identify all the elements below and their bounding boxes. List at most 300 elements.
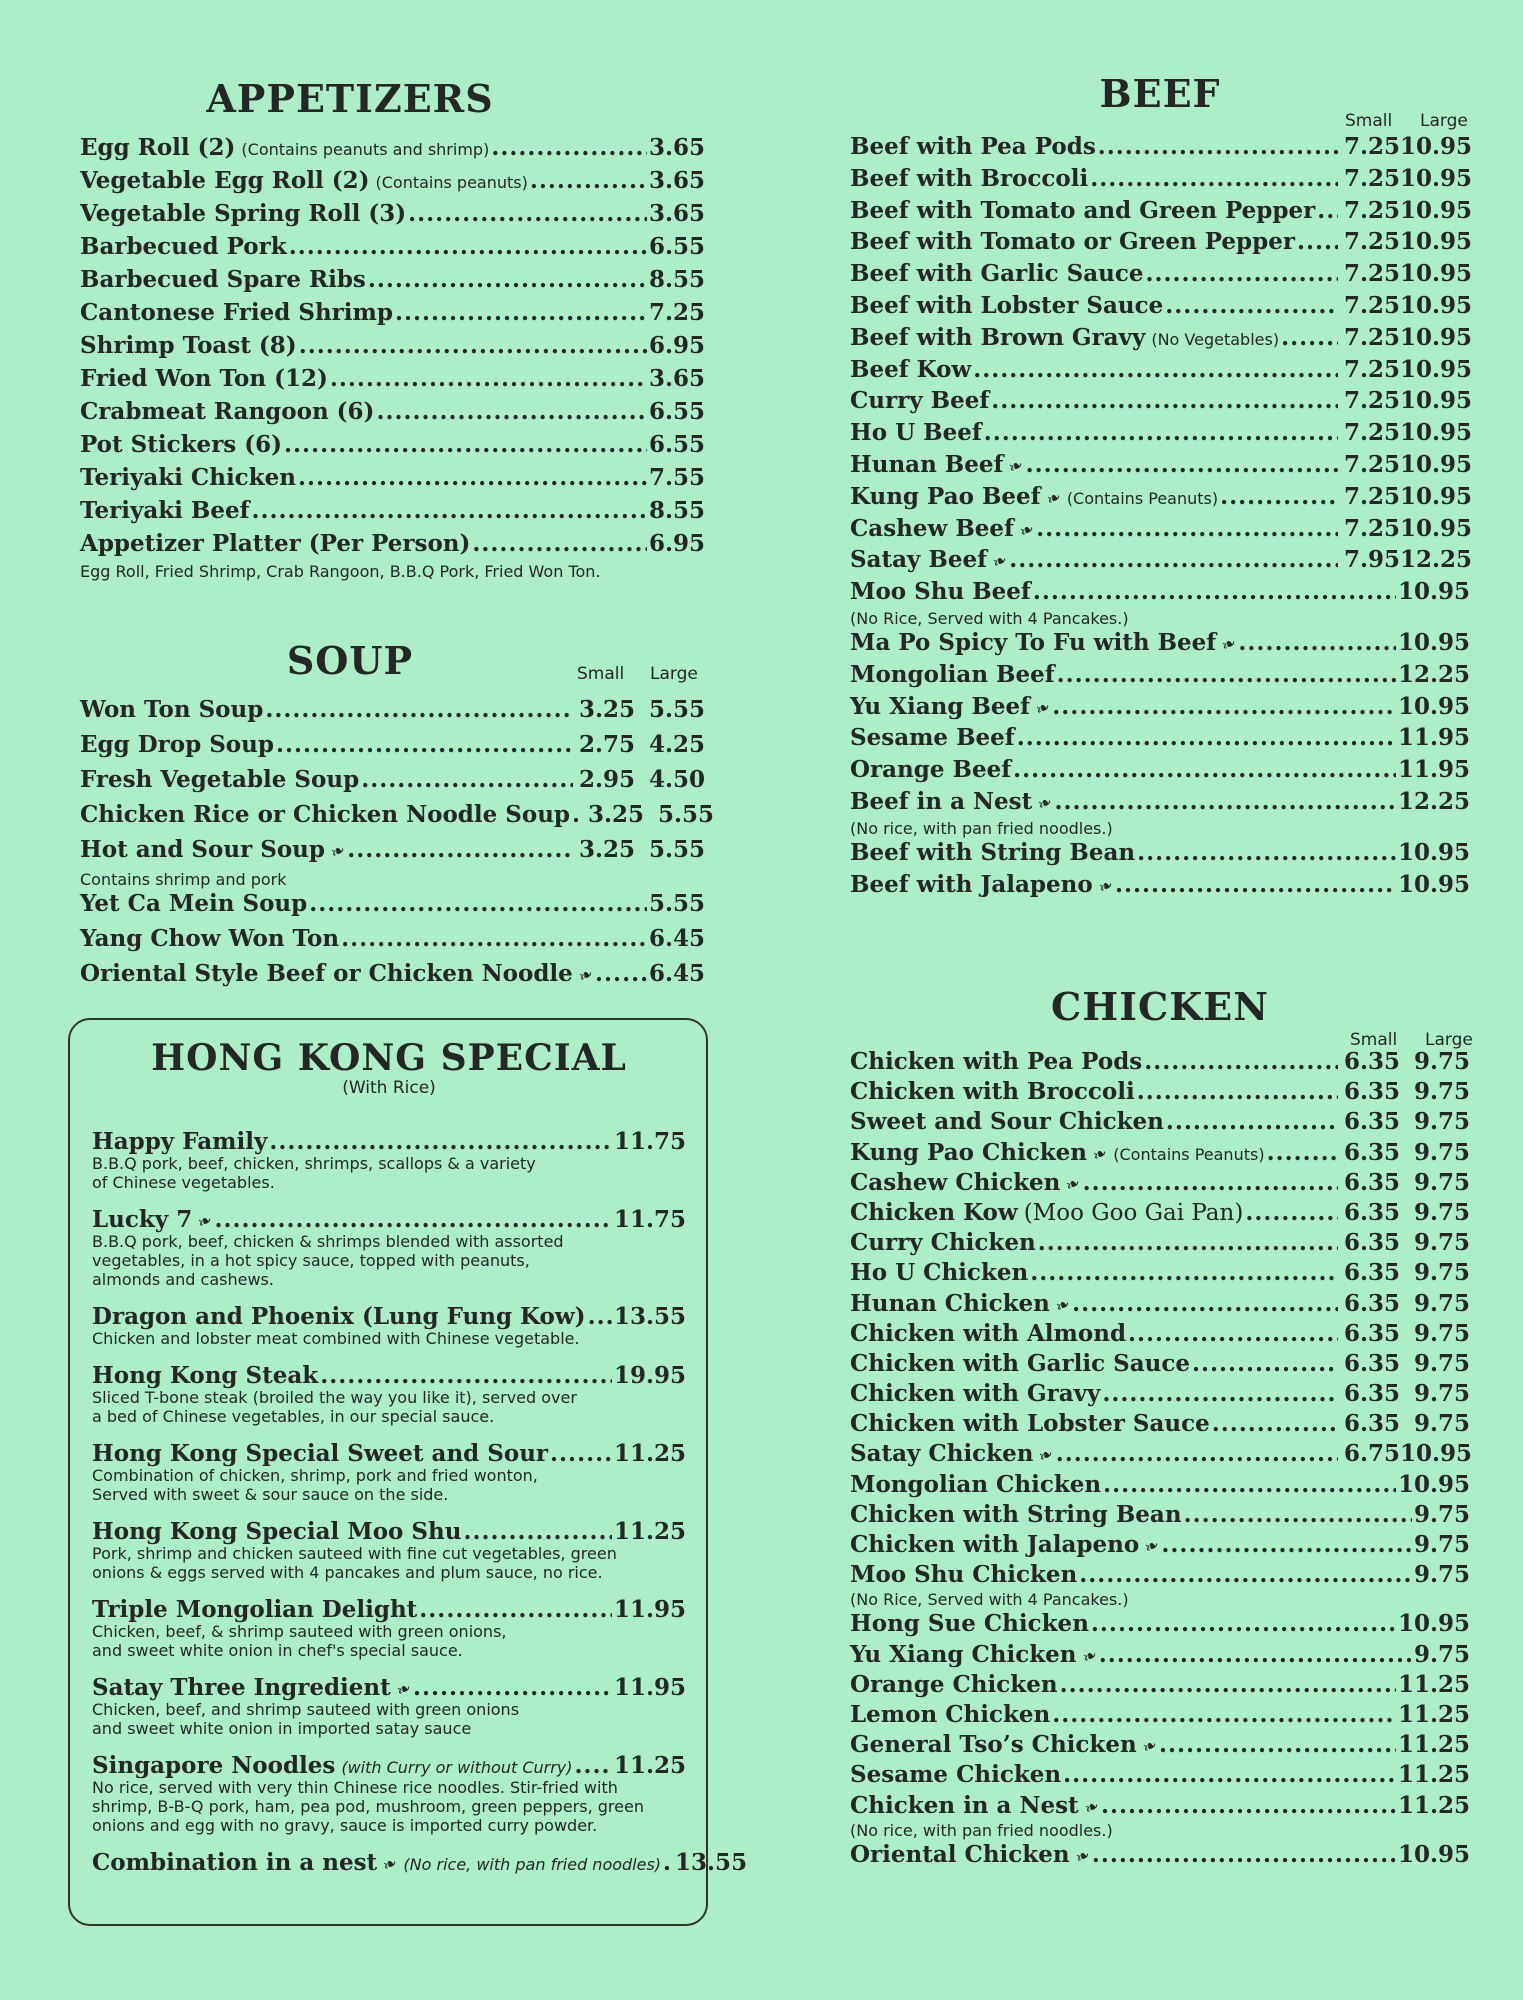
item-name: Dragon and Phoenix (Lung Fung Kow): [92, 1303, 586, 1330]
leader-dots: [265, 696, 573, 723]
pepper-icon: ❧: [393, 1677, 415, 1703]
price-small: 6.35: [1343, 1108, 1400, 1136]
item-name: Yu Xiang Beef: [850, 692, 1031, 720]
soup-row: [80, 731, 705, 766]
price: 11.25: [613, 1440, 686, 1467]
item-name: Hong Kong Special Sweet and Sour: [92, 1440, 549, 1467]
price-large: 4.50: [648, 766, 705, 793]
item-name: Lemon Chicken: [850, 1700, 1051, 1728]
soup-title: SOUP: [286, 638, 414, 683]
leader-dots: [1267, 1139, 1338, 1166]
item-name: Ho U Chicken: [850, 1259, 1029, 1287]
item-name: Appetizer Platter (Per Person): [80, 530, 471, 557]
price-large: 10.95: [1400, 133, 1473, 160]
leader-dots: [1102, 1380, 1338, 1407]
chicken-title: CHICKEN: [1051, 984, 1269, 1029]
item-note: (Contains Peanuts): [1066, 488, 1219, 508]
price: 10.95: [1397, 1470, 1470, 1498]
item-name: Mongolian Chicken: [850, 1470, 1102, 1498]
beef-row: [850, 133, 1473, 165]
leader-dots: [1137, 1078, 1338, 1105]
price-small: 7.25: [1343, 450, 1400, 478]
chicken-row: [850, 1531, 1470, 1561]
item-name: Chicken with Garlic Sauce: [850, 1349, 1190, 1377]
price: 10.95: [1397, 628, 1470, 656]
leader-dots: [289, 233, 647, 260]
price-small: 3.25: [578, 696, 635, 723]
item-name: Beef with Tomato and Green Pepper: [850, 196, 1316, 224]
price-small: 6.75: [1343, 1440, 1400, 1468]
leader-dots: [298, 464, 647, 491]
price-small: 6.35: [1343, 1078, 1400, 1106]
price-large: 5.55: [658, 801, 715, 828]
leader-dots: [284, 431, 647, 458]
item-description: (No rice, with pan fried noodles.): [850, 818, 1113, 838]
leader-dots: [419, 1596, 612, 1623]
price-small: 6.35: [1343, 1380, 1400, 1408]
item-description-line: a bed of Chinese vegetables, in our special sauce.: [92, 1407, 495, 1426]
leader-dots: [472, 530, 647, 557]
item-description-line: B.B.Q pork, beef, chicken, shrimps, scallops & a variety: [92, 1154, 536, 1173]
item-note: (No rice, with pan fried noodles): [403, 1855, 662, 1874]
item-description-line: Served with sweet & sour sauce on the side.: [92, 1485, 449, 1504]
leader-dots: [1165, 292, 1338, 319]
beef-row: [850, 839, 1470, 871]
chicken-row: [850, 1440, 1473, 1470]
leader-dots: [1060, 1671, 1396, 1698]
beef-row: [850, 693, 1470, 725]
leader-dots: [413, 1674, 612, 1701]
soup-list: [80, 696, 715, 995]
leader-dots: [1212, 1410, 1338, 1437]
pepper-icon: ❧: [379, 1852, 401, 1878]
item-description-line: onions and egg with no gravy, sauce is imported curry powder.: [92, 1816, 598, 1835]
item-description-line: of Chinese vegetables.: [92, 1173, 275, 1192]
price-large: 9.75: [1413, 1168, 1470, 1196]
item-name: Chicken with Pea Pods: [850, 1048, 1143, 1075]
leader-dots: [1090, 165, 1338, 192]
beef-row: [850, 260, 1473, 292]
beef-row: [850, 482, 1473, 515]
leader-dots: [1281, 324, 1338, 351]
price-large: 9.75: [1413, 1259, 1470, 1287]
platter-description: Egg Roll, Fried Shrimp, Crab Rangoon, B.B.Q Pork, Fried Won Ton.: [80, 562, 601, 581]
appetizer-row: [80, 167, 705, 200]
leader-dots: [1072, 1290, 1338, 1317]
leader-dots: [408, 200, 647, 227]
price: 9.75: [1413, 1561, 1470, 1589]
leader-dots: [1103, 1471, 1396, 1498]
item-name: Hong Kong Steak: [92, 1362, 319, 1389]
item-name: Moo Shu Chicken: [850, 1561, 1078, 1589]
leader-dots: [991, 387, 1338, 414]
price: 7.25: [648, 299, 705, 326]
price-small: 7.25: [1343, 482, 1400, 510]
price-small: 2.95: [578, 766, 635, 793]
hk-special-row: [92, 1674, 686, 1701]
hk-special-item: [92, 1596, 686, 1661]
hk-special-item: [92, 1206, 686, 1290]
item-name: Shrimp Toast (8): [80, 332, 297, 359]
item-name: Beef with Lobster Sauce: [850, 291, 1164, 319]
item-name: Fried Won Ton (12): [80, 365, 328, 392]
price-large: 10.95: [1400, 291, 1473, 319]
hk-special-item: [92, 1128, 686, 1193]
beef-large-label: Large: [1420, 111, 1468, 131]
price-small: 6.35: [1343, 1048, 1400, 1075]
price-small: 6.35: [1343, 1410, 1400, 1438]
pepper-icon: ❧: [1005, 454, 1028, 480]
hong-kong-special-box: [68, 1018, 748, 1926]
price: 6.55: [648, 233, 705, 260]
price-small: 7.25: [1343, 133, 1400, 160]
price-small: 6.35: [1343, 1229, 1400, 1257]
hk-special-row: [92, 1849, 748, 1878]
hk-special-item: [92, 1849, 748, 1878]
item-name: Orange Chicken: [850, 1670, 1058, 1698]
item-name: Won Ton Soup: [80, 696, 264, 723]
item-name: Hunan Chicken: [850, 1289, 1050, 1317]
soup-row: [80, 890, 705, 925]
leader-dots: [1054, 788, 1396, 815]
item-name: Teriyaki Chicken: [80, 464, 296, 491]
pepper-icon: ❧: [1078, 1644, 1101, 1669]
price-small: 7.95: [1343, 546, 1400, 574]
leader-dots: [1079, 1561, 1412, 1588]
appetizer-row: [80, 431, 705, 464]
item-name: Triple Mongolian Delight: [92, 1596, 418, 1623]
leader-dots: [299, 332, 647, 359]
leader-dots: [1092, 1841, 1396, 1868]
price-small: 7.25: [1343, 323, 1400, 351]
leader-dots: [1052, 693, 1396, 720]
chicken-row: [850, 1841, 1470, 1871]
price: 6.55: [648, 398, 705, 425]
price: 11.25: [613, 1518, 686, 1545]
price-large: 9.75: [1413, 1289, 1470, 1317]
appetizer-row: [80, 332, 705, 365]
item-name: Beef with Pea Pods: [850, 133, 1096, 160]
leader-dots: [550, 1440, 612, 1467]
price: 9.75: [1413, 1531, 1470, 1558]
price: 8.55: [648, 497, 705, 524]
pepper-icon: ❧: [1141, 1534, 1163, 1560]
item-name: Orange Beef: [850, 756, 1012, 784]
item-description: (No Rice, Served with 4 Pancakes.): [850, 608, 1129, 628]
leader-dots: [1038, 1229, 1338, 1256]
appetizers-title: APPETIZERS: [206, 76, 494, 121]
leader-dots: [491, 134, 647, 161]
leader-dots: [1128, 1320, 1338, 1347]
item-name: Kung Pao Chicken: [850, 1138, 1088, 1166]
price: 7.55: [648, 464, 705, 491]
price: 11.95: [613, 1596, 686, 1623]
leader-dots: [1220, 483, 1338, 510]
chicken-list: [850, 1048, 1473, 1871]
item-name: Hunan Beef: [850, 450, 1004, 478]
item-name: Cantonese Fried Shrimp: [80, 299, 393, 326]
chicken-row: [850, 1792, 1470, 1822]
price-small: 2.75: [578, 731, 635, 758]
price-small: 7.25: [1343, 291, 1400, 319]
item-name: Happy Family: [92, 1128, 268, 1155]
pepper-icon: ❧: [1052, 1293, 1074, 1318]
price-small: 6.35: [1343, 1168, 1400, 1196]
item-note: (with Curry or without Curry): [341, 1758, 573, 1777]
price-small: 6.35: [1343, 1198, 1400, 1226]
chicken-row: [850, 1229, 1470, 1259]
price-large: 9.75: [1413, 1198, 1470, 1226]
chicken-row: [850, 1108, 1470, 1138]
leader-dots: [376, 398, 647, 425]
leader-dots: [1166, 1108, 1338, 1135]
price: 5.55: [648, 890, 705, 917]
item-description-line: Chicken, beef, & shrimp sauteed with green onions,: [92, 1622, 507, 1641]
price-large: 9.75: [1413, 1138, 1470, 1166]
leader-dots: [330, 365, 647, 392]
chicken-row: [850, 1139, 1470, 1169]
chicken-row: [850, 1471, 1470, 1501]
price-small: 6.35: [1343, 1319, 1400, 1347]
leader-dots: [1146, 260, 1338, 287]
item-description-line: and sweet white onion in imported satay sauce: [92, 1719, 472, 1738]
price: 10.95: [1397, 1840, 1470, 1868]
leader-dots: [1137, 839, 1396, 866]
item-note: (Contains peanuts and shrimp): [241, 140, 490, 159]
leader-dots: [1115, 871, 1396, 898]
item-description: (No rice, with pan fried noodles.): [850, 1820, 1113, 1840]
price-large: 10.95: [1400, 355, 1473, 383]
item-description-line: and sweet white onion in chef's special sauce.: [92, 1641, 463, 1660]
leader-dots: [1184, 1501, 1412, 1528]
leader-dots: [1317, 197, 1338, 224]
beef-row: [850, 355, 1473, 388]
price: 10.95: [1397, 1610, 1470, 1638]
item-name: Moo Shu Beef: [850, 578, 1031, 606]
hk-special-item: [92, 1440, 686, 1505]
price: 3.65: [648, 134, 705, 161]
item-note: (No Vegetables): [1151, 329, 1280, 349]
price-large: 9.75: [1413, 1108, 1470, 1136]
chicken-row: [850, 1048, 1470, 1078]
item-note: (Contains peanuts): [375, 173, 528, 192]
chicken-large-label: Large: [1425, 1030, 1473, 1050]
price-small: 6.35: [1343, 1138, 1400, 1166]
leader-dots: [1245, 1199, 1338, 1226]
price-large: 12.25: [1400, 546, 1473, 574]
price: 11.25: [1397, 1791, 1470, 1819]
leader-dots: [1091, 1610, 1396, 1637]
item-name: Chicken with Jalapeno: [850, 1531, 1140, 1558]
price: 6.95: [648, 332, 705, 359]
pepper-icon: ❧: [1072, 1844, 1094, 1869]
chicken-row: [850, 1561, 1470, 1591]
appetizer-row: [80, 266, 705, 299]
item-name: Chicken Rice or Chicken Noodle Soup: [80, 801, 571, 828]
price: 11.95: [613, 1674, 686, 1701]
price-small: 7.25: [1343, 514, 1400, 542]
item-name: Cashew Beef: [850, 514, 1014, 542]
leader-dots: [361, 766, 573, 793]
chicken-row: [850, 1259, 1470, 1289]
chicken-row: [850, 1610, 1470, 1640]
appetizer-row: [80, 233, 705, 266]
appetizers-list: [80, 134, 705, 563]
price-small: 7.25: [1343, 228, 1400, 256]
leader-dots: [588, 1303, 612, 1330]
item-name: Beef with Garlic Sauce: [850, 260, 1144, 288]
item-name: Barbecued Spare Ribs: [80, 266, 366, 293]
price: 6.55: [648, 431, 705, 458]
hk-special-item: [92, 1752, 686, 1836]
beef-row: [850, 323, 1473, 356]
appetizer-row: [80, 299, 705, 332]
item-description-line: vegetables, in a hot spicy sauce, topped with peanuts,: [92, 1251, 530, 1270]
beef-row: [850, 661, 1470, 693]
beef-row: [850, 450, 1473, 483]
item-note: (Contains Peanuts): [1113, 1144, 1265, 1164]
price: 11.75: [613, 1206, 686, 1233]
leader-dots: [1099, 1641, 1412, 1668]
appetizer-row: [80, 200, 705, 233]
pepper-icon: ❧: [1139, 1735, 1161, 1760]
item-name: Cashew Chicken: [850, 1168, 1061, 1196]
beef-row: [850, 756, 1470, 788]
leader-dots: [595, 960, 647, 987]
item-description-line: B.B.Q pork, beef, chicken & shrimps blended with assorted: [92, 1232, 564, 1251]
hk-special-row: [92, 1752, 686, 1779]
item-name: Yet Ca Mein Soup: [80, 890, 308, 917]
appetizer-row: [80, 365, 705, 398]
price: 3.65: [648, 200, 705, 227]
item-name: Barbecued Pork: [80, 233, 287, 260]
hk-special-row: [92, 1362, 686, 1389]
price-small: 6.35: [1343, 1349, 1400, 1377]
leader-dots: [1144, 1048, 1338, 1075]
price-small: 7.25: [1343, 387, 1400, 415]
price: 12.25: [1397, 787, 1470, 815]
soup-row: [80, 960, 705, 995]
item-description-line: Pork, shrimp and chicken sauteed with fine cut vegetables, green: [92, 1544, 617, 1563]
soup-row: [80, 836, 705, 871]
hk-special-item: [92, 1518, 686, 1583]
price: 3.65: [648, 365, 705, 392]
price: 11.25: [1397, 1731, 1470, 1759]
price: 3.65: [648, 167, 705, 194]
hk-special-row: [92, 1206, 686, 1233]
pepper-icon: ❧: [194, 1209, 217, 1235]
leader-dots: [1033, 578, 1396, 605]
price-large: 10.95: [1400, 450, 1473, 478]
price: 13.55: [613, 1303, 686, 1330]
leader-dots: [1238, 629, 1396, 656]
pepper-icon: ❧: [1016, 518, 1038, 543]
chicken-row: [850, 1380, 1470, 1410]
item-name: Oriental Chicken: [850, 1840, 1070, 1868]
chicken-row: [850, 1641, 1470, 1671]
price-large: 10.95: [1400, 164, 1473, 192]
pepper-icon: ❧: [1095, 874, 1117, 899]
price: 10.95: [1397, 692, 1470, 720]
leader-dots: [1057, 661, 1396, 688]
chicken-row: [850, 1169, 1470, 1199]
beef-section: [850, 71, 1473, 902]
pepper-icon: ❧: [1062, 1172, 1085, 1197]
item-name: Vegetable Spring Roll (3): [80, 200, 407, 227]
price: 12.25: [1397, 660, 1470, 688]
hk-special-row: [92, 1518, 686, 1545]
price-large: 4.25: [648, 731, 705, 758]
price-large: 10.95: [1400, 514, 1473, 542]
price-large: 10.95: [1400, 387, 1473, 415]
pepper-icon: ❧: [1081, 1795, 1103, 1820]
beef-row: [850, 578, 1470, 610]
item-name: General Tso’s Chicken: [850, 1731, 1137, 1759]
leader-dots: [1161, 1531, 1412, 1558]
leader-dots: [1017, 724, 1396, 751]
beef-row: [850, 196, 1473, 229]
hk-special-row: [92, 1440, 686, 1467]
item-name: Chicken Kow: [850, 1198, 1018, 1226]
beef-row: [850, 871, 1470, 903]
hk-special-item: [92, 1303, 686, 1349]
chicken-small-label: Small: [1350, 1030, 1398, 1050]
appetizer-row: [80, 134, 705, 167]
appetizer-row: [80, 398, 705, 431]
leader-dots: [973, 356, 1338, 383]
price-small: 7.25: [1343, 260, 1400, 288]
price-small: 3.25: [588, 801, 645, 828]
soup-small-label: Small: [577, 664, 625, 684]
price-small: 6.35: [1343, 1259, 1400, 1287]
leader-dots: [984, 419, 1338, 446]
price-small: 7.25: [1343, 419, 1400, 447]
price: 6.95: [648, 530, 705, 557]
beef-row: [850, 788, 1470, 820]
price: 13.55: [675, 1849, 748, 1876]
price: 8.55: [648, 266, 705, 293]
leader-dots: [1101, 1792, 1396, 1819]
chicken-row: [850, 1290, 1470, 1320]
item-name: Vegetable Egg Roll (2): [80, 167, 370, 194]
price-large: 10.95: [1400, 1440, 1473, 1468]
item-name: Yang Chow Won Ton: [80, 925, 340, 952]
item-name: Beef with String Bean: [850, 838, 1136, 866]
price: 9.75: [1413, 1500, 1470, 1528]
leader-dots: [269, 1128, 612, 1155]
leader-dots: [1036, 515, 1338, 542]
chicken-section: [850, 984, 1473, 1871]
chicken-row: [850, 1501, 1470, 1531]
price-large: 10.95: [1400, 260, 1473, 288]
item-name: Hot and Sour Soup: [80, 836, 325, 863]
leader-dots: [572, 801, 582, 828]
price-large: 10.95: [1400, 323, 1473, 351]
item-description-line: shrimp, B-B-Q pork, ham, pea pod, mushroom, green peppers, green: [92, 1797, 644, 1816]
price: 11.95: [1397, 724, 1470, 752]
beef-row: [850, 724, 1470, 756]
item-description-line: No rice, served with very thin Chinese rice noodles. Stir-fried with: [92, 1778, 618, 1797]
leader-dots: [1159, 1731, 1396, 1758]
chicken-row: [850, 1761, 1470, 1791]
item-name: Chicken in a Nest: [850, 1791, 1079, 1819]
item-name: Fresh Vegetable Soup: [80, 766, 360, 793]
price-small: 7.25: [1343, 355, 1400, 383]
pepper-icon: ❧: [1035, 1444, 1058, 1469]
item-description: (No Rice, Served with 4 Pancakes.): [850, 1590, 1129, 1610]
price-small: 7.25: [1343, 164, 1400, 192]
price: 19.95: [613, 1362, 686, 1389]
